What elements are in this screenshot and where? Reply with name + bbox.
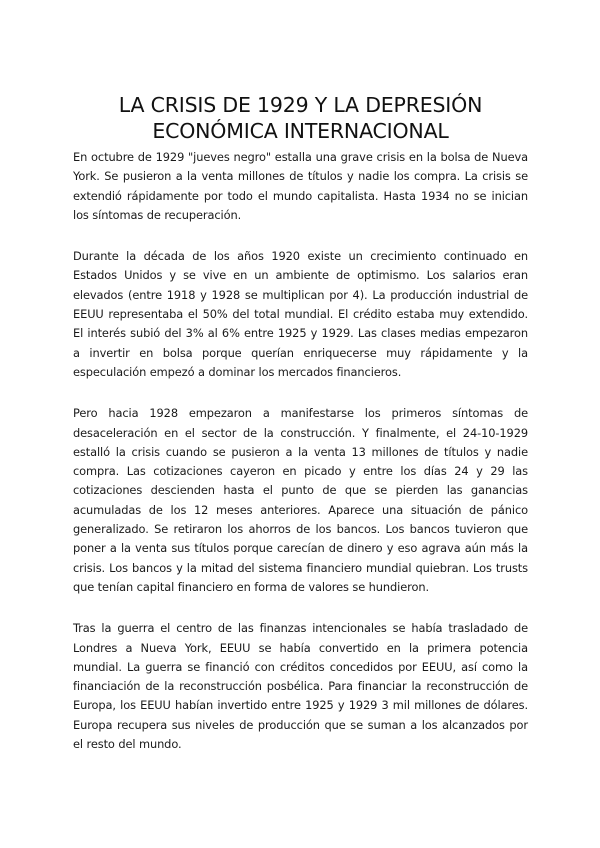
paragraph-2: Durante la década de los años 1920 existe un crecimiento continuado en Estados Unidos y se vive en un ambiente de optimismo. Los salarios eran elevados (entre 1918 y 1928 se multiplican por 4). La producción industrial de EEUU representaba el 50% del total mundial. El crédito estaba muy extendido. El interés subió del 3% al 6% entre 1925 y 1929. Las clases medias empezaron a invertir en bolsa porque querían enriquecerse muy rápidamente y la especulación empezó a dominar los mercados financieros. [73, 249, 528, 379]
document-page [73, 92, 528, 776]
document-title [73, 92, 528, 144]
paragraph-4: Tras la guerra el centro de las finanzas intencionales se había trasladado de Londres a Nueva York, EEUU se había convertido en la primera potencia mundial. La guerra se financió con créditos concedidos por EEUU, así como la financiación de la reconstrucción posbélica. Para financiar la reconstrucción de Europa, los EEUU habían invertido entre 1925 y 1929 3 mil millones de dólares. Europa recupera sus niveles de producción que se suman a los alcanzados por el resto del mundo. [73, 621, 528, 752]
paragraph-3: Pero hacia 1928 empezaron a manifestarse los primeros síntomas de desaceleración en el sector de la construcción. Y finalmente, el 24-10-1929 estalló la crisis cuando se pusieron a la venta 13 millones de títulos y nadie compra. Las cotizaciones cayeron en picado y entre los días 24 y 29 las cotizaciones descienden hasta el punto de que se pierden las ganancias acumuladas de los 12 meses anteriores. Aparece una situación de pánico generalizado. Se retiraron los ahorros de los bancos. Los bancos tuvieron que poner a la venta sus títulos porque carecían de dinero y eso agrava aún más la crisis. Los bancos y la mitad del sistema financiero mundial quiebran. Los trusts que tenían capital financiero en forma de valores se hundieron. [73, 406, 528, 594]
paragraph-1: En octubre de 1929 "jueves negro" estalla una grave crisis en la bolsa de Nueva York. Se pusieron a la venta millones de títulos y nadie los compra. La crisis se extendió rápidamente por todo el mundo capitalista. Hasta 1934 no se inician los síntomas de recuperación. [73, 150, 528, 222]
title-line-1: LA CRISIS DE 1929 Y LA DEPRESIÓN [118, 93, 483, 117]
title-line-2: ECONÓMICA INTERNACIONAL [152, 119, 449, 143]
